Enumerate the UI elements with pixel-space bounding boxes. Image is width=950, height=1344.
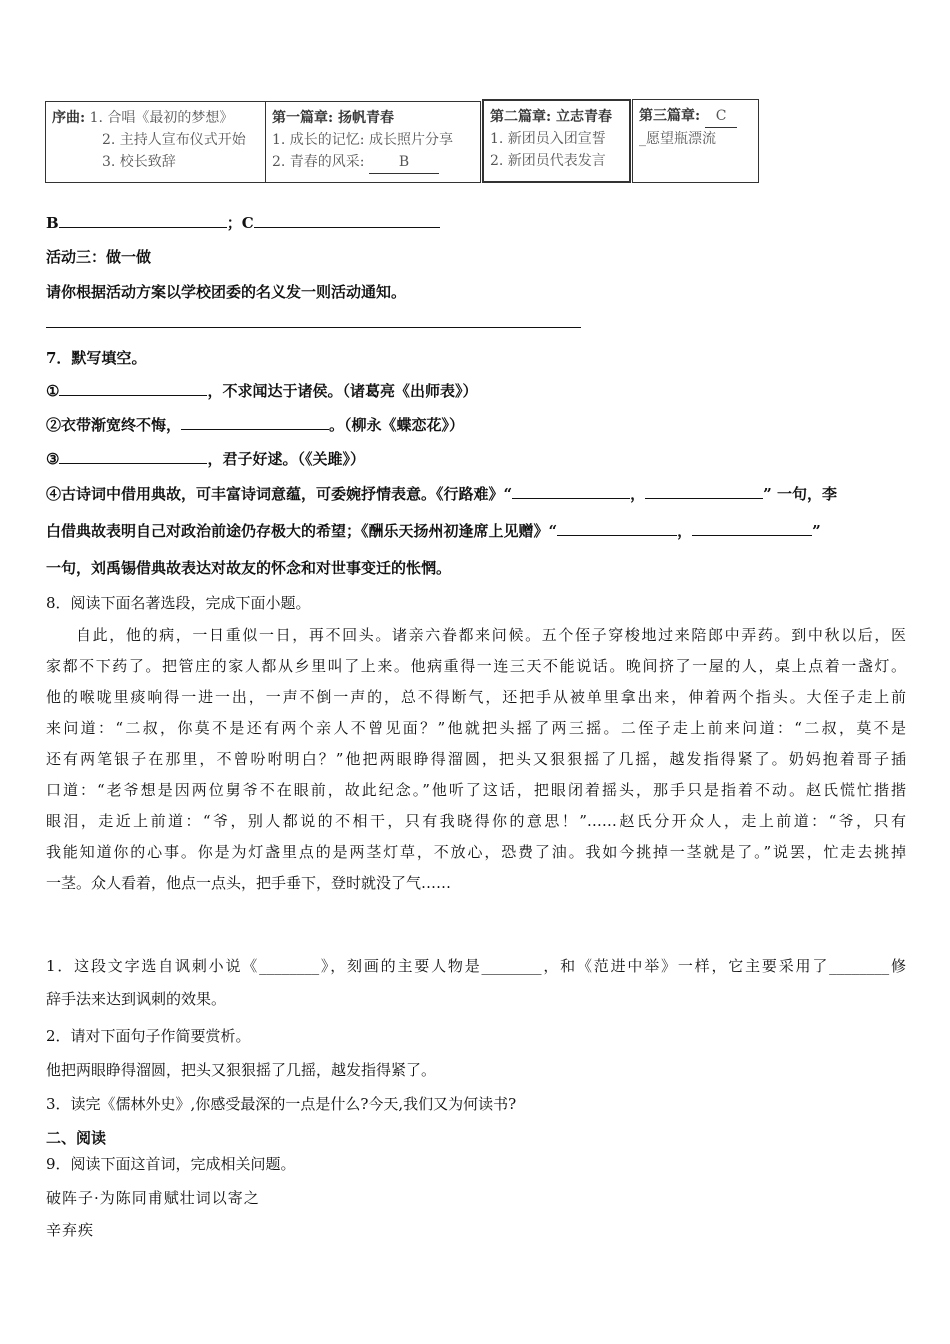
answer-line [46, 212, 440, 233]
program-cell-chapter3 [632, 99, 759, 183]
q7-blank-2[interactable] [181, 415, 329, 430]
chapter1-item-1: 1. 成长的记忆: 成长照片分享 [272, 132, 453, 148]
answer-b-blank[interactable] [59, 213, 227, 228]
q7-line-5 [46, 520, 821, 541]
q8-title: 8．阅读下面名著选段，完成下面小题。 [46, 594, 311, 612]
activity3-title: 活动三：做一做 [46, 248, 152, 266]
q7-blank-3[interactable] [59, 449, 207, 464]
passage-line: 他的喉咙里痰响得一进一出，一声不倒一声的，总不得断气，还把手从被单里拿出来，伸着两个指头。大侄子走上前 [46, 688, 906, 706]
q7-l5-comma: ， [677, 522, 693, 540]
q8-sub1 [46, 950, 906, 1016]
passage-line: 家都不下药了。把管庄的家人都从乡里叫了上来。他病重得一连三天不能说话。晚间挤了一屋的人，桌上点着一盏灯。 [46, 657, 906, 675]
q7-blank-5a[interactable] [557, 521, 677, 536]
q7-l4-text-c: ” 一句，李 [763, 485, 838, 503]
overture-item-1: 1. 合唱《最初的梦想》 [89, 110, 234, 126]
chapter3-item-1: _愿望瓶漂流 [639, 131, 716, 147]
q7-line-6: 一句，刘禹锡借典故表达对故友的怀念和对世事变迁的怅惘。 [46, 559, 452, 577]
chapter1-title: 第一篇章: 扬帆青春 [272, 110, 395, 126]
chapter3-title: 第三篇章: [639, 108, 706, 124]
q7-l4-text-a: ④古诗词中借用典故，可丰富诗词意蕴，可委婉抒情表意。《行路难》“ [46, 485, 513, 503]
q7-l3-text: ，君子好逑。（《关雎》） [207, 450, 365, 468]
q7-blank-5b[interactable] [692, 521, 812, 536]
q8-sub2: 2．请对下面句子作简要赏析。 [46, 1027, 251, 1045]
notice-answer-line[interactable] [46, 327, 581, 328]
poem-title: 破阵子·为陈同甫赋壮词以寄之 [46, 1189, 260, 1207]
poem-author: 辛弃疾 [46, 1221, 95, 1239]
program-cell-chapter1 [265, 101, 481, 183]
answer-c-blank[interactable] [254, 213, 440, 228]
q7-l1-text: ，不求闻达于诸侯。（诸葛亮《出师表》） [207, 382, 478, 400]
answer-b-label: B [46, 214, 59, 232]
q9-title: 9．阅读下面这首词，完成相关问题。 [46, 1155, 296, 1173]
passage-line: 自此，他的病，一日重似一日，再不回头。诸亲六眷都来问候。五个侄子穿梭地过来陪郎中弄药。到中秋以后，医 [76, 626, 906, 644]
q7-l3-num: ③ [46, 450, 60, 468]
q7-l1-num: ① [46, 382, 60, 400]
program-cell-overture [45, 101, 266, 183]
overture-item-3: 3. 校长致辞 [102, 154, 176, 170]
q7-line-1 [46, 380, 477, 401]
q7-blank-1[interactable] [59, 381, 207, 396]
section2-title: 二、阅读 [46, 1129, 107, 1147]
q7-l2-text-a: ②衣带渐宽终不悔， [46, 416, 182, 434]
q7-l4-comma: ， [630, 485, 646, 503]
q7-title: 7．默写填空。 [46, 349, 147, 367]
q8-passage [46, 620, 906, 899]
q7-l2-text-b: 。（柳永《蝶恋花》） [329, 416, 465, 434]
chapter2-item-1: 1. 新团员入团宣誓 [490, 131, 606, 147]
q7-blank-4b[interactable] [645, 484, 763, 499]
passage-line: 眼泪，走近上前道：“爷，别人都说的不相干，只有我晓得你的意思！”……赵氏分开众人，走上前道：“爷，只有 [46, 812, 906, 830]
chapter2-item-2: 2. 新团员代表发言 [490, 153, 606, 169]
q7-l5-text-c: ” [812, 522, 821, 540]
q8-sub2-sentence: 他把两眼睁得溜圆，把头又狠狠摇了几摇，越发指得紧了。 [46, 1061, 437, 1079]
q8-sub1-line: 1．这段文字选自讽刺小说《________》，刻画的主要人物是________，和《范进中举》一样，它主要采用了________修 [46, 957, 906, 975]
overture-title: 序曲: [52, 110, 86, 126]
blank-c: C [705, 105, 737, 128]
passage-line: 口道：“老爷想是因两位舅爷不在眼前，故此纪念。”他听了这话，把眼闭着摇头，那手只是指着不动。赵氏慌忙揩揩 [46, 781, 906, 799]
chapter2-title: 第二篇章: 立志青春 [490, 109, 613, 125]
program-cell-chapter2 [482, 99, 631, 183]
chapter1-item-2: 2. 青春的风采: [272, 154, 369, 170]
q8-sub3: 3．读完《儒林外史》,你感受最深的一点是什么?今天,我们又为何读书? [46, 1095, 517, 1113]
overture-item-2: 2. 主持人宣布仪式开始 [102, 132, 246, 148]
activity3-instruction: 请你根据活动方案以学校团委的名义发一则活动通知。 [46, 283, 407, 301]
passage-line: 一茎。众人看着，他点一点头，把手垂下，登时就没了气…… [46, 874, 452, 892]
q7-line-2 [46, 414, 464, 435]
passage-line: 还有两笔银子在那里，不曾吩咐明白？”他把两眼睁得溜圆，把头又狠狠摇了几摇，越发指得紧了。奶妈抱着哥子插 [46, 750, 906, 768]
answer-c-label: ；C [226, 214, 254, 232]
passage-line: 来问道：“二叔，你莫不是还有两个亲人不曾见面？”他就把头摇了两三摇。二侄子走上前来问道：“二叔，莫不是 [46, 719, 906, 737]
q7-l5-text-a: 白借典故表明自己对政治前途仍存极大的希望；《酬乐天扬州初逢席上见赠》“ [46, 522, 558, 540]
blank-b: B [369, 151, 439, 174]
passage-line: 我能知道你的心事。你是为灯盏里点的是两茎灯草，不放心，恐费了油。我如今挑掉一茎就是了。”说罢，忙走去挑掉 [46, 843, 906, 861]
q7-blank-4a[interactable] [512, 484, 630, 499]
q7-line-3 [46, 448, 365, 469]
q7-line-4 [46, 483, 837, 504]
q8-sub1-line: 辞手法来达到讽刺的效果。 [46, 990, 227, 1008]
